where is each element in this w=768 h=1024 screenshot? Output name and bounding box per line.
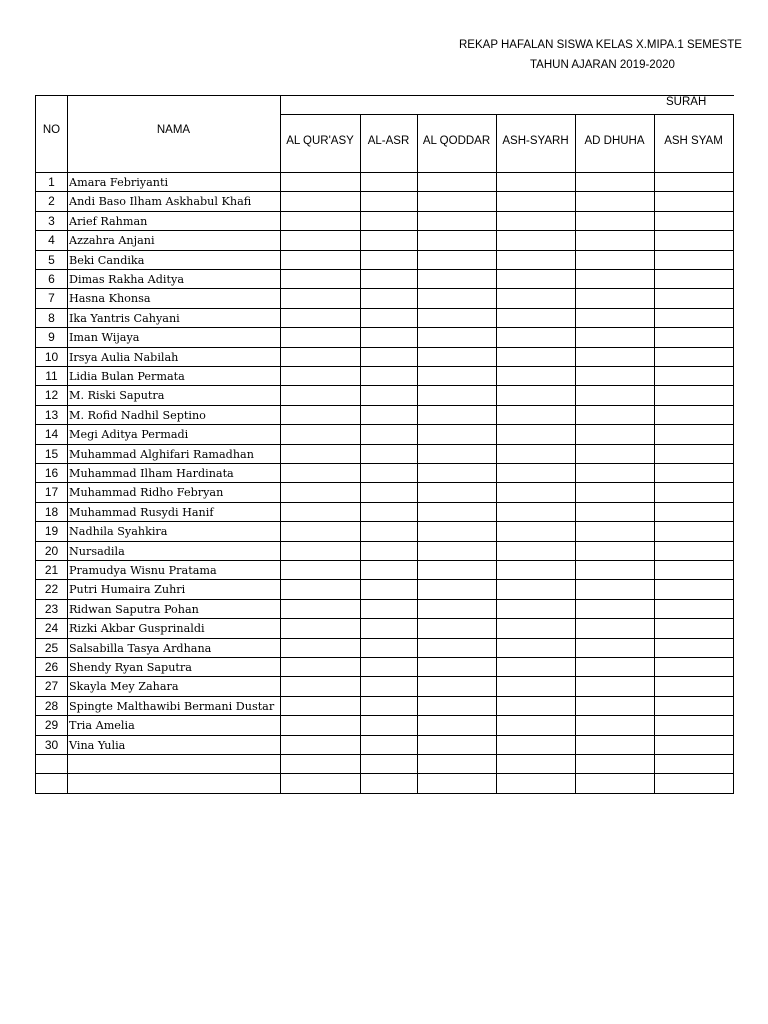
student-name: M. Riski Saputra (69, 389, 165, 402)
student-name: Dimas Rakha Aditya (69, 273, 184, 286)
student-name: Shendy Ryan Saputra (69, 661, 192, 674)
header-nama: NAMA (156, 124, 191, 136)
col-divider (654, 114, 655, 794)
student-no: 15 (44, 447, 59, 461)
student-no: 18 (44, 505, 59, 519)
student-no: 29 (44, 718, 59, 732)
student-no: 23 (44, 602, 59, 616)
academic-year: TAHUN AJARAN 2019-2020 (530, 59, 675, 71)
student-name: Salsabilla Tasya Ardhana (69, 642, 212, 655)
student-no: 1 (48, 175, 55, 189)
student-name: Beki Candika (69, 254, 145, 267)
col-divider (360, 114, 361, 794)
student-name: Andi Baso Ilham Askhabul Khafi (69, 195, 252, 208)
student-name: Skayla Mey Zahara (69, 680, 179, 693)
student-name: Irsya Aulia Nabilah (69, 351, 179, 364)
student-name: Arief Rahman (69, 215, 148, 228)
student-name: Megi Aditya Permadi (69, 428, 189, 441)
header-surah: SURAH (666, 96, 707, 108)
student-name: Muhammad Ridho Febryan (69, 486, 224, 499)
student-name: Vina Yulia (69, 739, 126, 752)
student-name: Muhammad Ilham Hardinata (69, 467, 234, 480)
student-no: 26 (44, 660, 59, 674)
header-no: NO (42, 124, 61, 136)
student-no: 21 (44, 563, 59, 577)
student-no: 11 (45, 369, 58, 383)
student-no: 27 (44, 679, 59, 693)
col-divider (417, 114, 418, 794)
student-no: 13 (44, 408, 59, 422)
student-no: 20 (44, 544, 59, 558)
student-name: Nadhila Syahkira (69, 525, 168, 538)
row-divider (35, 773, 734, 774)
student-name: Muhammad Rusydi Hanif (69, 506, 214, 519)
student-no: 22 (44, 582, 59, 596)
student-no: 10 (44, 350, 59, 364)
student-name: Putri Humaira Zuhri (69, 583, 186, 596)
student-no: 14 (44, 427, 59, 441)
student-name: Nursadila (69, 545, 125, 558)
col-divider (575, 114, 576, 794)
student-no: 5 (48, 253, 55, 267)
student-no: 8 (48, 311, 55, 325)
row-divider (35, 735, 734, 736)
row-divider (35, 754, 734, 755)
header-surah-2: AL QODDAR (422, 135, 491, 147)
student-name: Tria Amelia (69, 719, 135, 732)
student-name: Muhammad Alghifari Ramadhan (69, 448, 254, 461)
student-no: 24 (44, 621, 59, 635)
header-surah-1: AL-ASR (367, 135, 410, 147)
header-surah-5: ASH SYAM (664, 135, 723, 147)
student-no: 4 (48, 233, 55, 247)
col-divider (733, 114, 734, 794)
row-divider (35, 541, 734, 542)
row-divider (35, 793, 734, 794)
student-no: 9 (48, 330, 55, 344)
student-no: 2 (48, 194, 55, 208)
student-no: 6 (48, 272, 55, 286)
col-divider (280, 95, 281, 794)
student-no: 28 (44, 699, 59, 713)
student-no: 7 (48, 291, 55, 305)
table-top-border (35, 95, 734, 96)
col-divider (496, 114, 497, 794)
header-surah-4: AD DHUHA (584, 135, 645, 147)
student-name: Pramudya Wisnu Pratama (69, 564, 217, 577)
student-no: 16 (44, 466, 59, 480)
student-name: Amara Febriyanti (69, 176, 169, 189)
student-name: Iman Wijaya (69, 331, 140, 344)
report-title: REKAP HAFALAN SISWA KELAS X.MIPA.1 SEMESTE (459, 39, 742, 51)
student-no: 12 (44, 388, 59, 402)
surah-group-divider (280, 114, 734, 115)
student-name: Ridwan Saputra Pohan (69, 603, 199, 616)
col-divider (67, 95, 68, 794)
student-name: Hasna Khonsa (69, 292, 151, 305)
student-name: Spingte Malthawibi Bermani Dustar (69, 700, 275, 713)
student-no: 25 (44, 641, 59, 655)
student-no: 19 (44, 524, 59, 538)
student-name: M. Rofid Nadhil Septino (69, 409, 206, 422)
student-name: Lidia Bulan Permata (69, 370, 185, 383)
student-name: Ika Yantris Cahyani (69, 312, 180, 325)
student-no: 17 (44, 485, 59, 499)
student-no: 30 (44, 738, 59, 752)
student-no: 3 (48, 214, 55, 228)
student-name: Rizki Akbar Gusprinaldi (69, 622, 205, 635)
student-name: Azzahra Anjani (69, 234, 155, 247)
header-surah-0: AL QUR'ASY (286, 135, 354, 147)
header-surah-3: ASH-SYARH (502, 135, 569, 147)
